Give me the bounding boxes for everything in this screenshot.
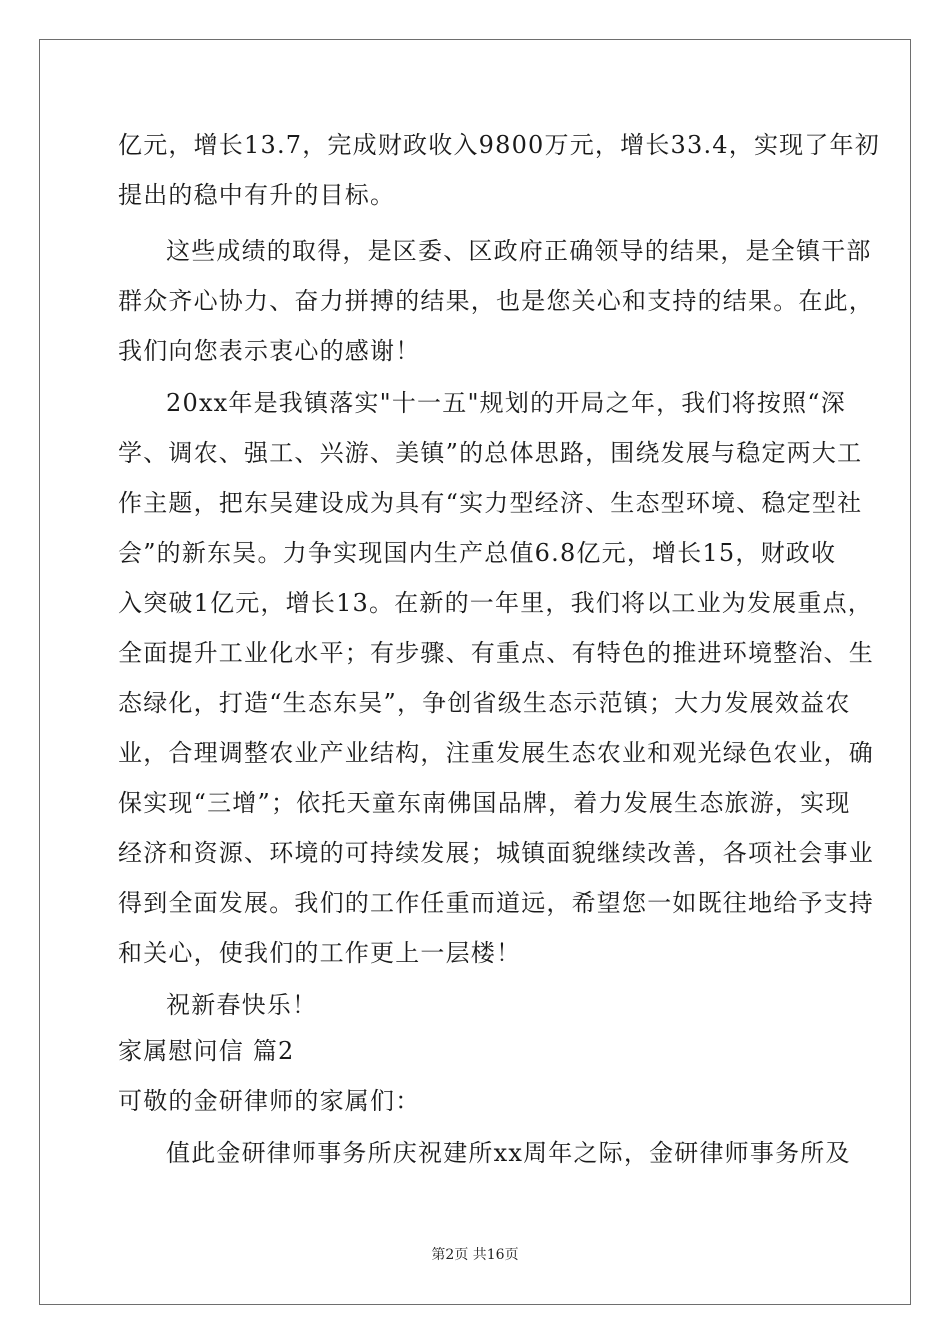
text-line: 全面提升工业化水平；有步骤、有重点、有特色的推进环境整治、生 xyxy=(118,639,874,667)
text-line: 保实现“三增”；依托天童东南佛国品牌，着力发展生态旅游，实现 xyxy=(118,789,851,817)
text-line: 经济和资源、环境的可持续发展；城镇面貌继续改善，各项社会事业 xyxy=(118,839,874,867)
text-line: 亿元，增长13.7，完成财政收入9800万元，增长33.4，实现了年初 xyxy=(118,131,880,159)
text-line: 群众齐心协力、奋力拼搏的结果，也是您关心和支持的结果。在此， xyxy=(118,287,874,315)
text-line: 和关心，使我们的工作更上一层楼！ xyxy=(118,939,522,967)
text-line: 我们向您表示衷心的感谢！ xyxy=(118,337,421,365)
text-line: 业，合理调整农业产业结构，注重发展生态农业和观光绿色农业，确 xyxy=(118,739,874,767)
section-heading: 家属慰问信 篇2 xyxy=(118,1037,295,1065)
greeting-line: 祝新春快乐！ xyxy=(166,991,318,1019)
text-line: 提出的稳中有升的目标。 xyxy=(118,181,396,209)
text-line: 学、调农、强工、兴游、美镇”的总体思路，围绕发展与稳定两大工 xyxy=(118,439,863,467)
paragraph-start-line: 值此金研律师事务所庆祝建所xx周年之际，金研律师事务所及 xyxy=(166,1139,851,1167)
page-number: 第2页 共16页 xyxy=(431,1247,519,1263)
text-line: 态绿化，打造“生态东吴”，争创省级生态示范镇；大力发展效益农 xyxy=(118,689,851,717)
paragraph-start-line: 这些成绩的取得，是区委、区政府正确领导的结果，是全镇干部 xyxy=(166,237,872,265)
text-line: 得到全面发展。我们的工作任重而道远，希望您一如既往地给予支持 xyxy=(118,889,874,917)
text-line: 会”的新东吴。力争实现国内生产总值6.8亿元，增长15，财政收 xyxy=(118,539,837,567)
text-line: 作主题，把东吴建设成为具有“实力型经济、生态型环境、稳定型社 xyxy=(118,489,863,517)
salutation-line: 可敬的金研律师的家属们： xyxy=(118,1087,421,1115)
paragraph-start-line: 20xx年是我镇落实"十一五"规划的开局之年，我们将按照“深 xyxy=(166,389,846,417)
text-line: 入突破1亿元，增长13。在新的一年里，我们将以工业为发展重点， xyxy=(118,589,874,617)
